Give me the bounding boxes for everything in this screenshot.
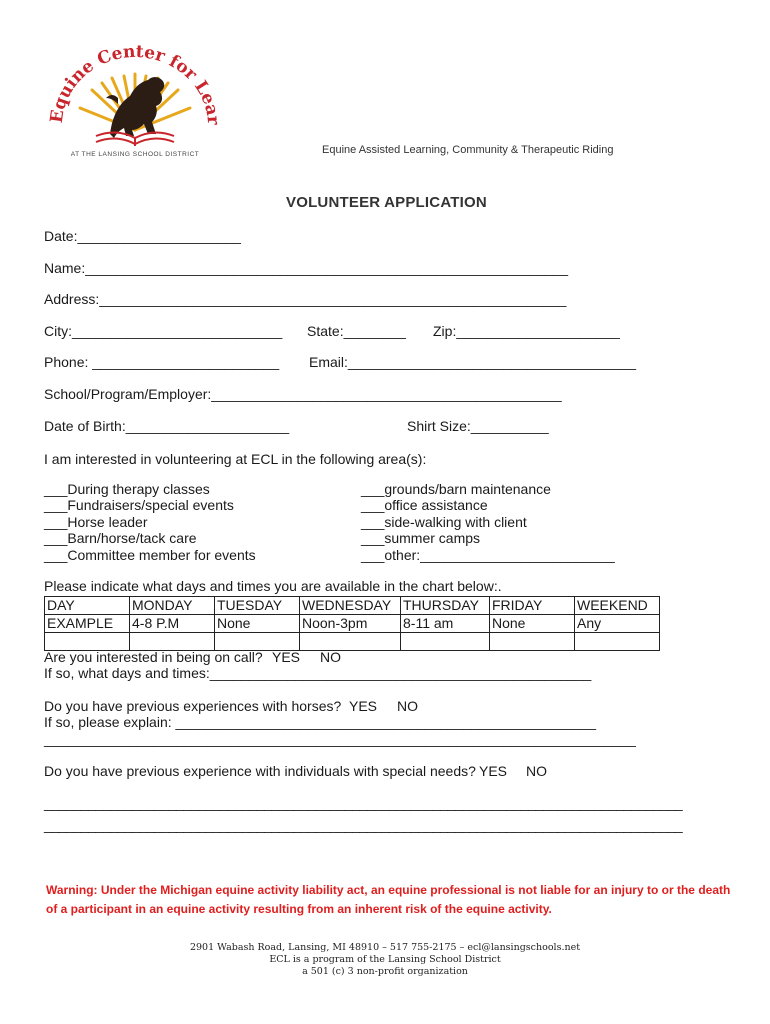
footer-program: ECL is a program of the Lansing School District bbox=[269, 954, 501, 965]
tagline: Equine Assisted Learning, Community & Therapeutic Riding bbox=[322, 144, 614, 156]
special-needs-no[interactable]: NO bbox=[526, 763, 547, 779]
interest-option[interactable]: ___side-walking with client bbox=[361, 514, 527, 530]
table-cell-input[interactable] bbox=[130, 633, 215, 651]
interest-option[interactable]: ___office assistance bbox=[361, 497, 488, 513]
interest-option[interactable]: ___summer camps bbox=[361, 530, 481, 546]
ecl-logo bbox=[40, 38, 230, 160]
liability-warning: Warning: Under the Michigan equine activity liability act, an equine professional is not liable for an injury to or the death of a participant in an equine activity resulting from an inherent risk of the equine activity. bbox=[46, 883, 731, 916]
header-day: DAY bbox=[45, 597, 130, 615]
special-needs-line[interactable]: _______________________________________________________________________________________ bbox=[44, 795, 683, 811]
table-cell: None bbox=[215, 615, 300, 633]
zip-field[interactable]: Zip:_____________________ bbox=[433, 323, 620, 339]
school-program-employer-field[interactable]: School/Program/Employer:_____________________________________________ bbox=[44, 386, 562, 402]
availability-table bbox=[44, 596, 660, 651]
on-call-days-field[interactable]: If so, what days and times:_________________________________________________ bbox=[44, 665, 592, 681]
on-call-no[interactable]: NO bbox=[320, 649, 341, 665]
table-row[interactable] bbox=[45, 633, 660, 651]
phone-field[interactable]: Phone: ________________________ bbox=[44, 354, 280, 370]
horses-yes[interactable]: YES bbox=[349, 698, 378, 714]
special-needs-yes[interactable]: YES bbox=[479, 763, 508, 779]
table-header-row bbox=[45, 597, 660, 615]
interest-option[interactable]: ___During therapy classes bbox=[44, 481, 210, 497]
shirt-size-field[interactable]: Shirt Size:__________ bbox=[407, 418, 549, 434]
special-needs-question: Do you have previous experience with individuals with special needs? bbox=[44, 763, 476, 779]
city-field[interactable]: City:___________________________ bbox=[44, 323, 283, 339]
interest-option[interactable]: ___Fundraisers/special events bbox=[44, 497, 234, 513]
footer-nonprofit: a 501 (c) 3 non-profit organization bbox=[302, 966, 468, 977]
interest-option[interactable]: ___Committee member for events bbox=[44, 547, 256, 563]
interest-option[interactable]: ___other:_________________________ bbox=[361, 547, 615, 563]
date-of-birth-field[interactable]: Date of Birth:_____________________ bbox=[44, 418, 290, 434]
header-monday: MONDAY bbox=[130, 597, 215, 615]
logo-subtitle: AT THE LANSING SCHOOL DISTRICT bbox=[70, 151, 200, 158]
on-call-question: Are you interested in being on call? bbox=[44, 649, 263, 665]
special-needs-line[interactable]: _______________________________________________________________________________________ bbox=[44, 817, 683, 833]
table-row bbox=[45, 615, 660, 633]
page-title: VOLUNTEER APPLICATION bbox=[286, 194, 487, 211]
table-cell: None bbox=[490, 615, 575, 633]
interest-prompt: I am interested in volunteering at ECL in the following area(s): bbox=[44, 451, 427, 467]
interest-option[interactable]: ___grounds/barn maintenance bbox=[361, 481, 551, 497]
header-weekend: WEEKEND bbox=[575, 597, 660, 615]
logo-arc-text: Equine Center for Lear bbox=[46, 41, 224, 126]
availability-prompt: Please indicate what days and times you are available in the chart below:. bbox=[44, 578, 502, 594]
table-cell: Any bbox=[575, 615, 660, 633]
horses-question: Do you have previous experiences with horses? bbox=[44, 698, 342, 714]
header-tuesday: TUESDAY bbox=[215, 597, 300, 615]
horses-explain-field[interactable]: If so, please explain: ______________________________________________________ bbox=[44, 714, 596, 730]
book-icon bbox=[96, 132, 174, 146]
table-cell-input[interactable] bbox=[401, 633, 490, 651]
table-cell: Noon-3pm bbox=[300, 615, 401, 633]
date-field[interactable]: Date:_____________________ bbox=[44, 228, 241, 244]
address-field[interactable]: Address:____________________________________________________________ bbox=[44, 291, 567, 307]
name-field[interactable]: Name:______________________________________________________________ bbox=[44, 260, 568, 276]
table-cell: EXAMPLE bbox=[45, 615, 130, 633]
table-cell: 4-8 P.M bbox=[130, 615, 215, 633]
on-call-yes[interactable]: YES bbox=[272, 649, 301, 665]
header-wednesday: WEDNESDAY bbox=[300, 597, 401, 615]
table-cell-input[interactable] bbox=[300, 633, 401, 651]
interest-option[interactable]: ___Barn/horse/tack care bbox=[44, 530, 197, 546]
email-field[interactable]: Email:_____________________________________ bbox=[309, 354, 636, 370]
horses-explain-line[interactable]: ____________________________________________________________________________ bbox=[44, 731, 636, 747]
footer-address: 2901 Wabash Road, Lansing, MI 48910 – 517 755-2175 – ecl@lansingschools.net bbox=[189, 942, 581, 953]
table-cell-input[interactable] bbox=[215, 633, 300, 651]
state-field[interactable]: State:________ bbox=[307, 323, 406, 339]
table-cell-input[interactable] bbox=[45, 633, 130, 651]
table-cell-input[interactable] bbox=[575, 633, 660, 651]
header-thursday: THURSDAY bbox=[401, 597, 490, 615]
ecl-logo-graphic bbox=[40, 38, 230, 160]
interest-option[interactable]: ___Horse leader bbox=[44, 514, 148, 530]
header-friday: FRIDAY bbox=[490, 597, 575, 615]
table-cell-input[interactable] bbox=[490, 633, 575, 651]
table-cell: 8-11 am bbox=[401, 615, 490, 633]
horses-no[interactable]: NO bbox=[397, 698, 418, 714]
